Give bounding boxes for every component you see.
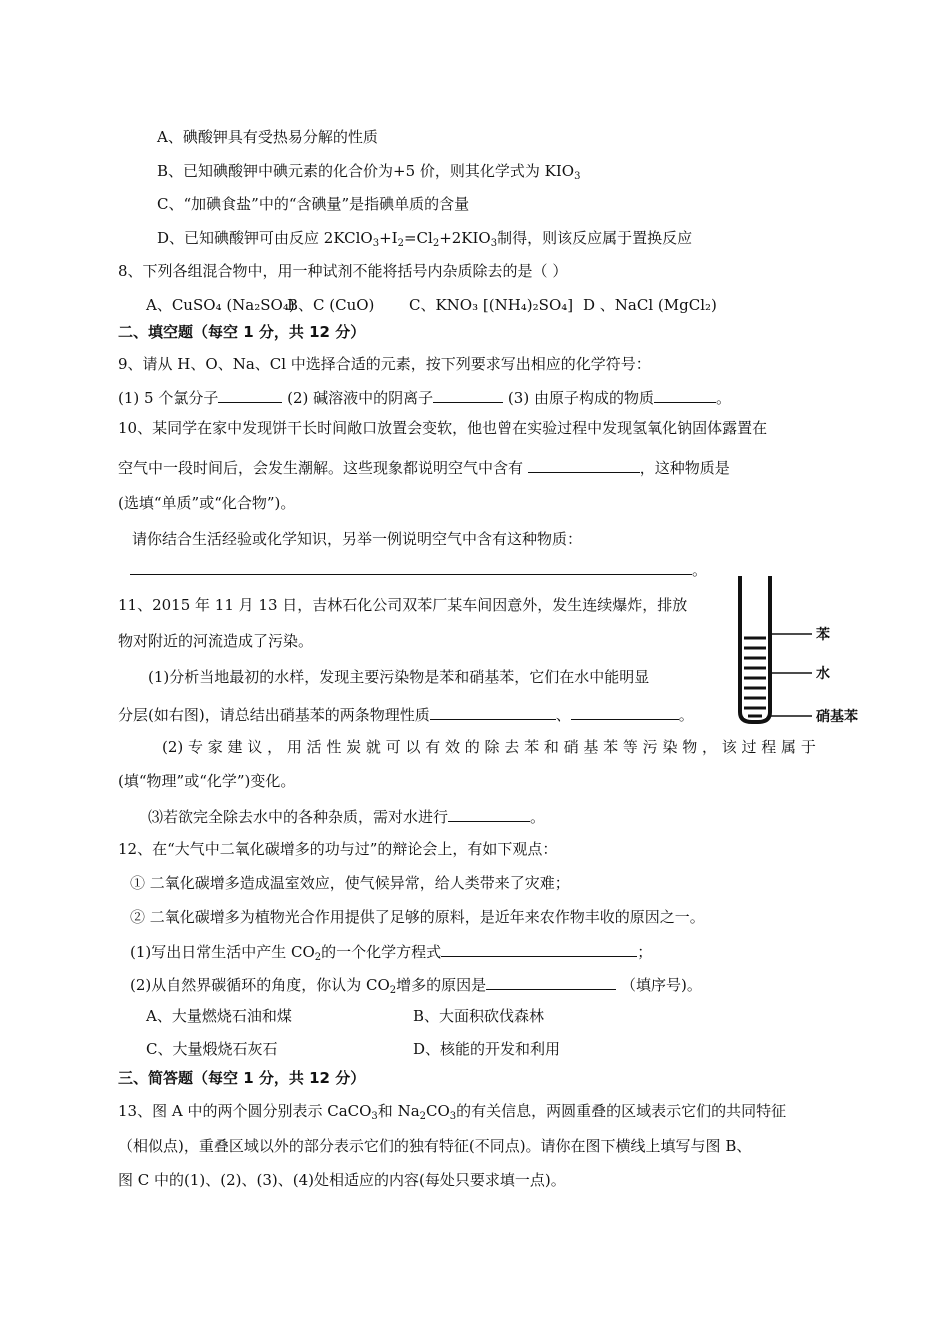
q7-option-d: D、已知碘酸钾可由反应 $2KClO_3+I_2=Cl_2+2KIO_3$制得，则该反应属于置换反应 (157, 229, 693, 249)
q9-stem: 9、请从 H、O、Na、Cl 中选择合适的元素，按下列要求写出相应的化学符号： (118, 355, 651, 373)
test-tube-diagram (736, 572, 876, 732)
q9-blank-3[interactable] (654, 386, 716, 403)
q11-line-4: 分层(如右图)，请总结出硝基苯的两条物理性质 、 。 (118, 703, 694, 725)
q7-option-a: A、碘酸钾具有受热易分解的性质 (157, 128, 378, 146)
q12-part-2: (2)从自然界碳循环的角度，你认为 $CO_2$增多的原因是 （填序号)。 (130, 973, 702, 995)
q12-part-1: (1)写出日常生活中产生 $CO_2$的一个化学方程式 ； (130, 940, 652, 962)
q11-line-2: 物对附近的河流造成了污染。 (118, 632, 314, 650)
q12-view-1: ① 二氧化碳增多造成温室效应，使气候异常，给人类带来了灾难； (130, 874, 570, 892)
q10-line-2: 空气中一段时间后，会发生潮解。这些现象都说明空气中含有 ，这种物质是 (118, 456, 730, 478)
q10-line-5: 。 (130, 558, 707, 580)
q12-option-d: D、核能的开发和利用 (413, 1040, 561, 1058)
q11-line-3: (1)分析当地最初的水样，发现主要污染物是苯和硝基苯，它们在水中能明显 (148, 668, 650, 686)
q12-option-b: B、大面积砍伐森林 (413, 1007, 545, 1025)
q11-line-7: ⑶若欲完全除去水中的各种杂质，需对水进行 。 (148, 805, 545, 827)
section-2-title: 二、填空题（每空 1 分，共 12 分） (118, 323, 366, 341)
q12-option-a: A、大量燃烧石油和煤 (146, 1007, 292, 1025)
q13-line-2: （相似点)，重叠区域以外的部分表示它们的独有特征(不同点)。请你在图下横线上填写与图 B、 (118, 1137, 752, 1155)
q11-blank-3[interactable] (448, 805, 530, 822)
q8-option-a: A、CuSO₄ (Na₂SO₄) (146, 296, 295, 314)
water-label: 水 (816, 666, 830, 682)
q7-option-c: C、“加碘食盐”中的“含碘量”是指碘单质的含量 (157, 195, 470, 213)
q11-blank-1[interactable] (430, 703, 556, 720)
q12-stem: 12、在“大气中二氧化碳增多的功与过”的辩论会上，有如下观点： (118, 840, 558, 858)
q9-blank-1[interactable] (218, 386, 282, 403)
q11-line-5: (2) 专 家 建 议 ， 用 活 性 炭 就 可 以 有 效 的 除 去 苯 和 硝 基 苯 等 污 染 物 ， 该 过 程 属 于 (162, 738, 816, 756)
q12-blank-2[interactable] (486, 973, 616, 990)
q9-blank-2[interactable] (433, 386, 503, 403)
benzene-label: 苯 (816, 627, 830, 643)
q8-option-d: D 、NaCl (MgCl₂) (583, 296, 717, 314)
q8-stem: 8、下列各组混合物中，用一种试剂不能将括号内杂质除去的是（ ） (118, 262, 568, 280)
q10-blank-1[interactable] (528, 456, 640, 473)
q12-option-c: C、大量煅烧石灰石 (146, 1040, 278, 1058)
q11-line-6: (填“物理”或“化学”)变化。 (118, 772, 296, 790)
q11-blank-2[interactable] (571, 703, 679, 720)
q12-view-2: ② 二氧化碳增多为植物光合作用提供了足够的原料，是近年来农作物丰收的原因之一。 (130, 908, 705, 926)
q13-line-3: 图 C 中的(1)、(2)、(3)、(4)处相适应的内容(每处只要求填一点)。 (118, 1171, 566, 1189)
q10-line-3: (选填“单质”或“化合物”)。 (118, 494, 296, 512)
q10-line-4: 请你结合生活经验或化学知识，另举一例说明空气中含有这种物质： (132, 530, 583, 548)
q13-line-1: 13、图 A 中的两个圆分别表示 CaCO$_3$和 $Na_2CO_3$的有关信息，两圆重叠的区域表示它们的共同特征 (118, 1102, 787, 1122)
q9-parts: (1) 5 个氯分子 (2) 碱溶液中的阴离子 (3) 由原子构成的物质 。 (118, 386, 731, 408)
nitrobenzene-label: 硝基苯 (816, 709, 858, 725)
section-3-title: 三、简答题（每空 1 分，共 12 分） (118, 1069, 366, 1087)
q10-line-1: 10、某同学在家中发现饼干长时间敞口放置会变软，他也曾在实验过程中发现氢氧化钠固体露置在 (118, 419, 768, 437)
q8-option-c: C、KNO₃ [(NH₄)₂SO₄] (409, 296, 574, 314)
q10-blank-2[interactable] (130, 558, 692, 575)
q8-option-b: B、C (CuO) (287, 296, 375, 314)
q11-line-1: 11、2015 年 11 月 13 日，吉林石化公司双苯厂某车间因意外，发生连续爆炸，排放 (118, 596, 688, 614)
q7-option-b: B、已知碘酸钾中碘元素的化合价为+5 价，则其化学式为 $KIO_3$ (157, 162, 581, 182)
q12-blank-1[interactable] (441, 940, 637, 957)
